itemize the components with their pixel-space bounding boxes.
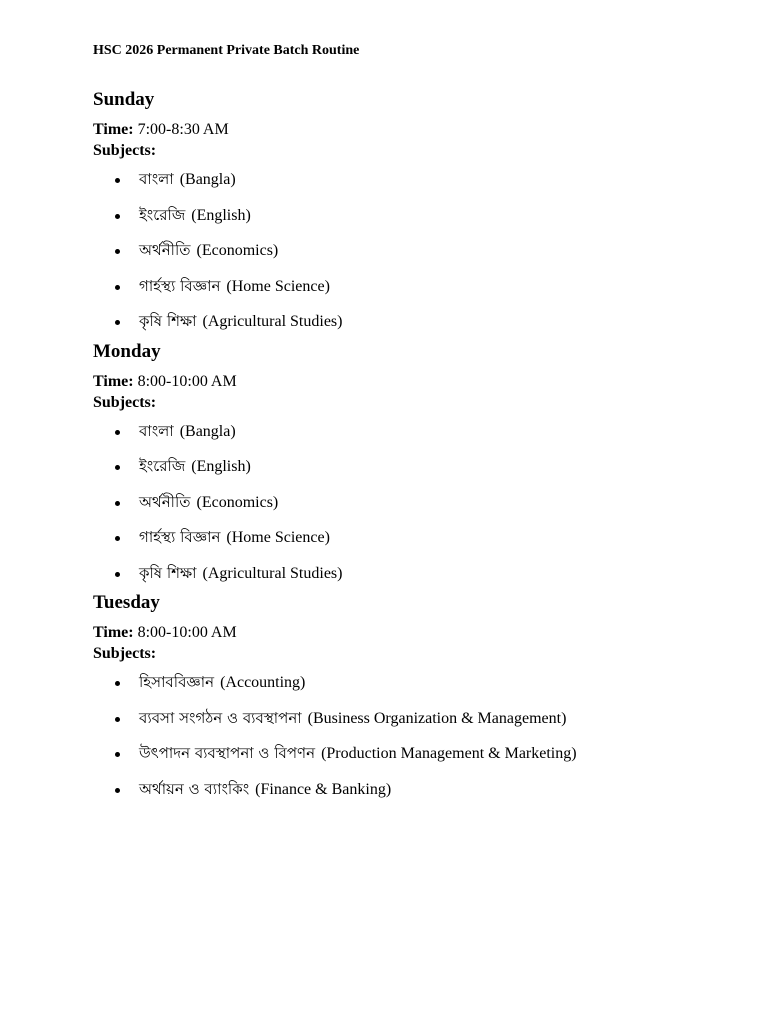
subjects-line bbox=[93, 643, 753, 664]
document-page bbox=[93, 42, 753, 814]
subject-item bbox=[93, 205, 753, 226]
time-value: 8:00-10:00 AM bbox=[137, 624, 237, 641]
subject-english: (Home Science) bbox=[226, 529, 330, 546]
subject-item bbox=[93, 779, 753, 800]
day-section-monday bbox=[93, 340, 753, 584]
subject-list bbox=[93, 169, 753, 332]
bullet-icon bbox=[115, 285, 120, 290]
subject-bangla: ইংরেজি bbox=[139, 457, 186, 475]
day-section-sunday bbox=[93, 88, 753, 332]
bullet-icon bbox=[115, 501, 120, 506]
subject-bangla: বাংলা bbox=[139, 421, 174, 440]
subject-item bbox=[93, 672, 753, 693]
subject-item bbox=[93, 527, 753, 548]
subject-item bbox=[93, 743, 753, 764]
day-heading: Monday bbox=[93, 340, 161, 362]
bullet-icon bbox=[115, 178, 120, 183]
subject-bangla: গার্হস্থ্য বিজ্ঞান bbox=[139, 528, 221, 546]
subject-list bbox=[93, 421, 753, 584]
subject-bangla: অর্থনীতি bbox=[139, 492, 191, 511]
bullet-icon bbox=[115, 536, 120, 541]
subject-english: (Business Organization & Management) bbox=[307, 709, 567, 727]
time-line bbox=[93, 119, 753, 140]
subject-bangla: বাংলা bbox=[139, 170, 174, 188]
subject-item bbox=[93, 456, 753, 477]
subject-bangla: গার্হস্থ্য বিজ্ঞান bbox=[139, 276, 221, 295]
subject-english: (Agricultural Studies) bbox=[202, 313, 343, 330]
subject-english: (Bangla) bbox=[179, 422, 236, 440]
time-line bbox=[93, 371, 753, 392]
bullet-icon bbox=[115, 788, 120, 793]
bullet-icon bbox=[115, 752, 120, 757]
time-label: Time: bbox=[93, 121, 134, 138]
bullet-icon bbox=[115, 717, 120, 722]
subjects-label: Subjects: bbox=[93, 393, 157, 411]
subject-english: (English) bbox=[191, 206, 251, 224]
subject-english: (Agricultural Studies) bbox=[202, 564, 343, 582]
bullet-icon bbox=[115, 465, 120, 470]
subject-item bbox=[93, 421, 753, 442]
subject-bangla: ইংরেজি bbox=[139, 205, 186, 224]
subject-bangla: অর্থনীতি bbox=[139, 241, 191, 259]
bullet-icon bbox=[115, 681, 120, 686]
time-label: Time: bbox=[93, 372, 134, 390]
document-title: HSC 2026 Permanent Private Batch Routine bbox=[93, 43, 360, 58]
subject-item bbox=[93, 492, 753, 513]
subject-item bbox=[93, 169, 753, 190]
day-heading: Tuesday bbox=[93, 592, 160, 613]
time-label: Time: bbox=[93, 624, 134, 641]
subject-english: (Bangla) bbox=[179, 171, 236, 188]
subject-bangla: হিসাববিজ্ঞান bbox=[139, 673, 215, 691]
time-value: 8:00-10:00 AM bbox=[137, 372, 237, 390]
subjects-line bbox=[93, 140, 753, 161]
day-section-tuesday bbox=[93, 591, 753, 800]
time-line bbox=[93, 622, 753, 643]
subject-list bbox=[93, 672, 753, 800]
subjects-line bbox=[93, 392, 753, 413]
subject-english: (English) bbox=[191, 458, 251, 475]
subject-english: (Economics) bbox=[196, 242, 279, 259]
subject-english: (Production Management & Marketing) bbox=[321, 745, 577, 762]
subject-bangla: উৎপাদন ব্যবস্থাপনা ও বিপণন bbox=[139, 744, 316, 762]
bullet-icon bbox=[115, 572, 120, 577]
subject-bangla: অর্থায়ন ও ব্যাংকিং bbox=[139, 779, 250, 798]
subject-bangla: কৃষি শিক্ষা bbox=[139, 563, 197, 582]
subject-item bbox=[93, 708, 753, 729]
subjects-label: Subjects: bbox=[93, 645, 157, 662]
subject-english: (Economics) bbox=[196, 493, 279, 511]
subjects-label: Subjects: bbox=[93, 142, 157, 159]
subject-item bbox=[93, 240, 753, 261]
subject-item bbox=[93, 563, 753, 584]
day-heading: Sunday bbox=[93, 89, 155, 110]
subject-item bbox=[93, 311, 753, 332]
subject-english: (Home Science) bbox=[226, 277, 330, 295]
bullet-icon bbox=[115, 430, 120, 435]
bullet-icon bbox=[115, 214, 120, 219]
time-value: 7:00-8:30 AM bbox=[137, 121, 229, 138]
subject-english: (Accounting) bbox=[220, 674, 306, 691]
subject-bangla: কৃষি শিক্ষা bbox=[139, 312, 197, 330]
subject-english: (Finance & Banking) bbox=[255, 780, 392, 798]
subject-bangla: ব্যবসা সংগঠন ও ব্যবস্থাপনা bbox=[139, 708, 302, 727]
subject-item bbox=[93, 276, 753, 297]
bullet-icon bbox=[115, 249, 120, 254]
bullet-icon bbox=[115, 320, 120, 325]
